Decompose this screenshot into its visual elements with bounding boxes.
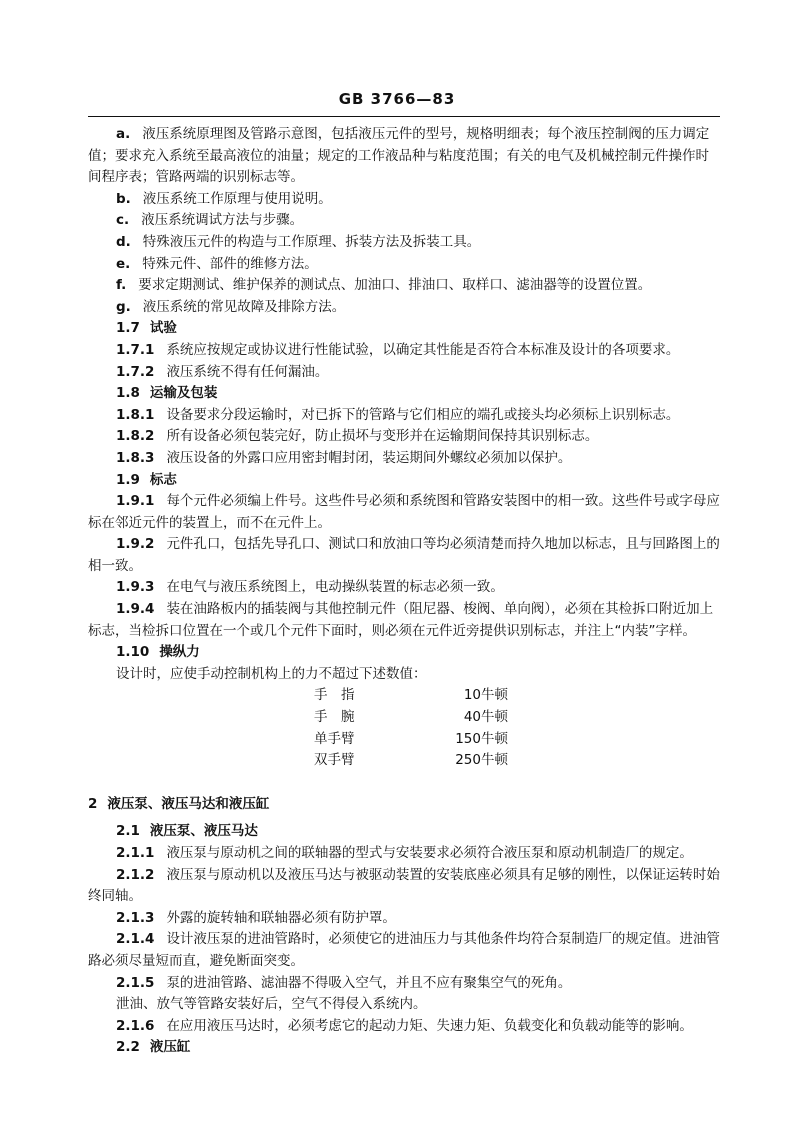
header-rule [88,116,720,117]
clause-1-9-2: 1.9.2 元件孔口，包括先导孔口、测试口和放油口等均必须清楚而持久地加以标志，且与回路图上的相一致。 [88,536,720,574]
clause-2-1-2: 2.1.2 液压泵与原动机以及液压马达与被驱动装置的安装底座必须具有足够的刚性，以保证运转时始终同轴。 [88,866,720,905]
list-item: a. 液压系统原理图及管路示意图，包括液压元件的型号，规格明细表；每个液压控制阀的压力调定值；要求充入系统至最高液位的油量；规定的工作液品种与粘度范围；有关的电气及机械控制元件操作时间程序表；管路两端的识别标志等。 [88,126,710,186]
list-item: c. 液压系统调试方法与步骤。 [116,212,304,229]
clause-1-8-2: 1.8.2 所有设备必须包装完好，防止损坏与变形并在运输期间保持其识别标志。 [116,428,599,445]
force-item-name: 手 指 [314,687,355,704]
clause-2-1-5: 2.1.5 泵的进油管路、滤油器不得吸入空气，并且不应有聚集空气的死角。 [116,974,572,991]
clause-1-7-1: 1.7.1 系统应按规定或协议进行性能试验，以确定其性能是否符合本标准及设计的各项要求。 [116,341,680,358]
force-item-name: 双手臂 [314,752,355,769]
force-item-name: 手 腕 [314,709,355,726]
list-item: e. 特殊元件、部件的维修方法。 [116,255,318,272]
section-heading-1-8: 1.8 运输及包装 [116,385,218,402]
clause-1-7-2: 1.7.2 液压系统不得有任何漏油。 [116,363,329,380]
clause-1-8-3: 1.8.3 液压设备的外露口应用密封帽封闭，装运期间外螺纹必须加以保护。 [116,449,572,466]
list-item: d. 特殊液压元件的构造与工作原理、拆装方法及拆装工具。 [116,233,481,250]
table-row [314,750,508,772]
clause-2-1-1: 2.1.1 液压泵与原动机之间的联轴器的型式与安装要求必须符合液压泵和原动机制造厂的规定。 [116,845,693,861]
requirements-list [88,124,720,318]
force-item-value: 150牛顿 [455,730,508,747]
clause-1-9-4: 1.9.4 装在油路板内的插装阀与其他控制元件（阻尼器、梭阀、单向阀），必须在其检拆口附近加上标志，当检拆口位置在一个或几个元件下面时，则必须在元件近旁提供识别标志，并注上“内装”字样。 [88,601,714,639]
clause-1-9-3: 1.9.3 在电气与液压系统图上，电动操纵装置的标志必须一致。 [116,579,504,596]
clause-1-9-1: 1.9.1 每个元件必须编上件号。这些件号必须和系统图和管路安装图中的相一致。这些件号或字母应标在邻近元件的装置上，而不在元件上。 [88,493,720,531]
force-item-name: 单手臂 [314,730,355,747]
clause-2-1-3: 2.1.3 外露的旋转轴和联轴器必须有防护罩。 [116,909,396,926]
clause-2-1-4: 2.1.4 设计液压泵的进油管路时，必须使它的进油压力与其他条件均符合泵制造厂的规定值。进油管路必须尽量短而直，避免断面突变。 [88,931,720,969]
force-limits-table [314,685,508,771]
table-row [314,685,508,707]
chapter-heading-2: 2 液压泵、液压马达和液压缸 [88,795,270,812]
force-item-value: 10牛顿 [463,687,508,704]
force-item-value: 250牛顿 [455,752,508,769]
section-heading-2-2: 2.2 液压缸 [116,1039,191,1056]
list-item: g. 液压系统的常见故障及排除方法。 [116,298,346,315]
section-heading-1-9: 1.9 标志 [116,471,177,488]
table-row [314,707,508,729]
section-heading-1-10: 1.10 操纵力 [116,644,200,661]
list-item: f. 要求定期测试、维护保养的测试点、加油口、排油口、取样口、滤油器等的设置位置。 [116,277,652,294]
document-body [88,124,720,1059]
standard-code-header: GB 3766—83 [338,90,456,108]
section-heading-1-7: 1.7 试验 [116,320,177,337]
clause-2-1-6: 2.1.6 在应用液压马达时，必须考虑它的起动力矩、失速力矩、负载变化和负载动能等的影响。 [116,1017,693,1034]
list-item: b. 液压系统工作原理与使用说明。 [116,190,332,207]
clause-2-1-5-continuation: 泄油、放气等管路安装好后，空气不得侵入系统内。 [116,996,427,1013]
clause-1-10-text: 设计时，应使手动控制机构上的力不超过下述数值： [116,665,427,682]
force-item-value: 40牛顿 [463,709,508,726]
table-row [314,729,508,751]
clause-1-8-1: 1.8.1 设备要求分段运输时，对已拆下的管路与它们相应的端孔或接头均必须标上识别标志。 [116,406,680,423]
section-heading-2-1: 2.1 液压泵、液压马达 [116,823,258,840]
